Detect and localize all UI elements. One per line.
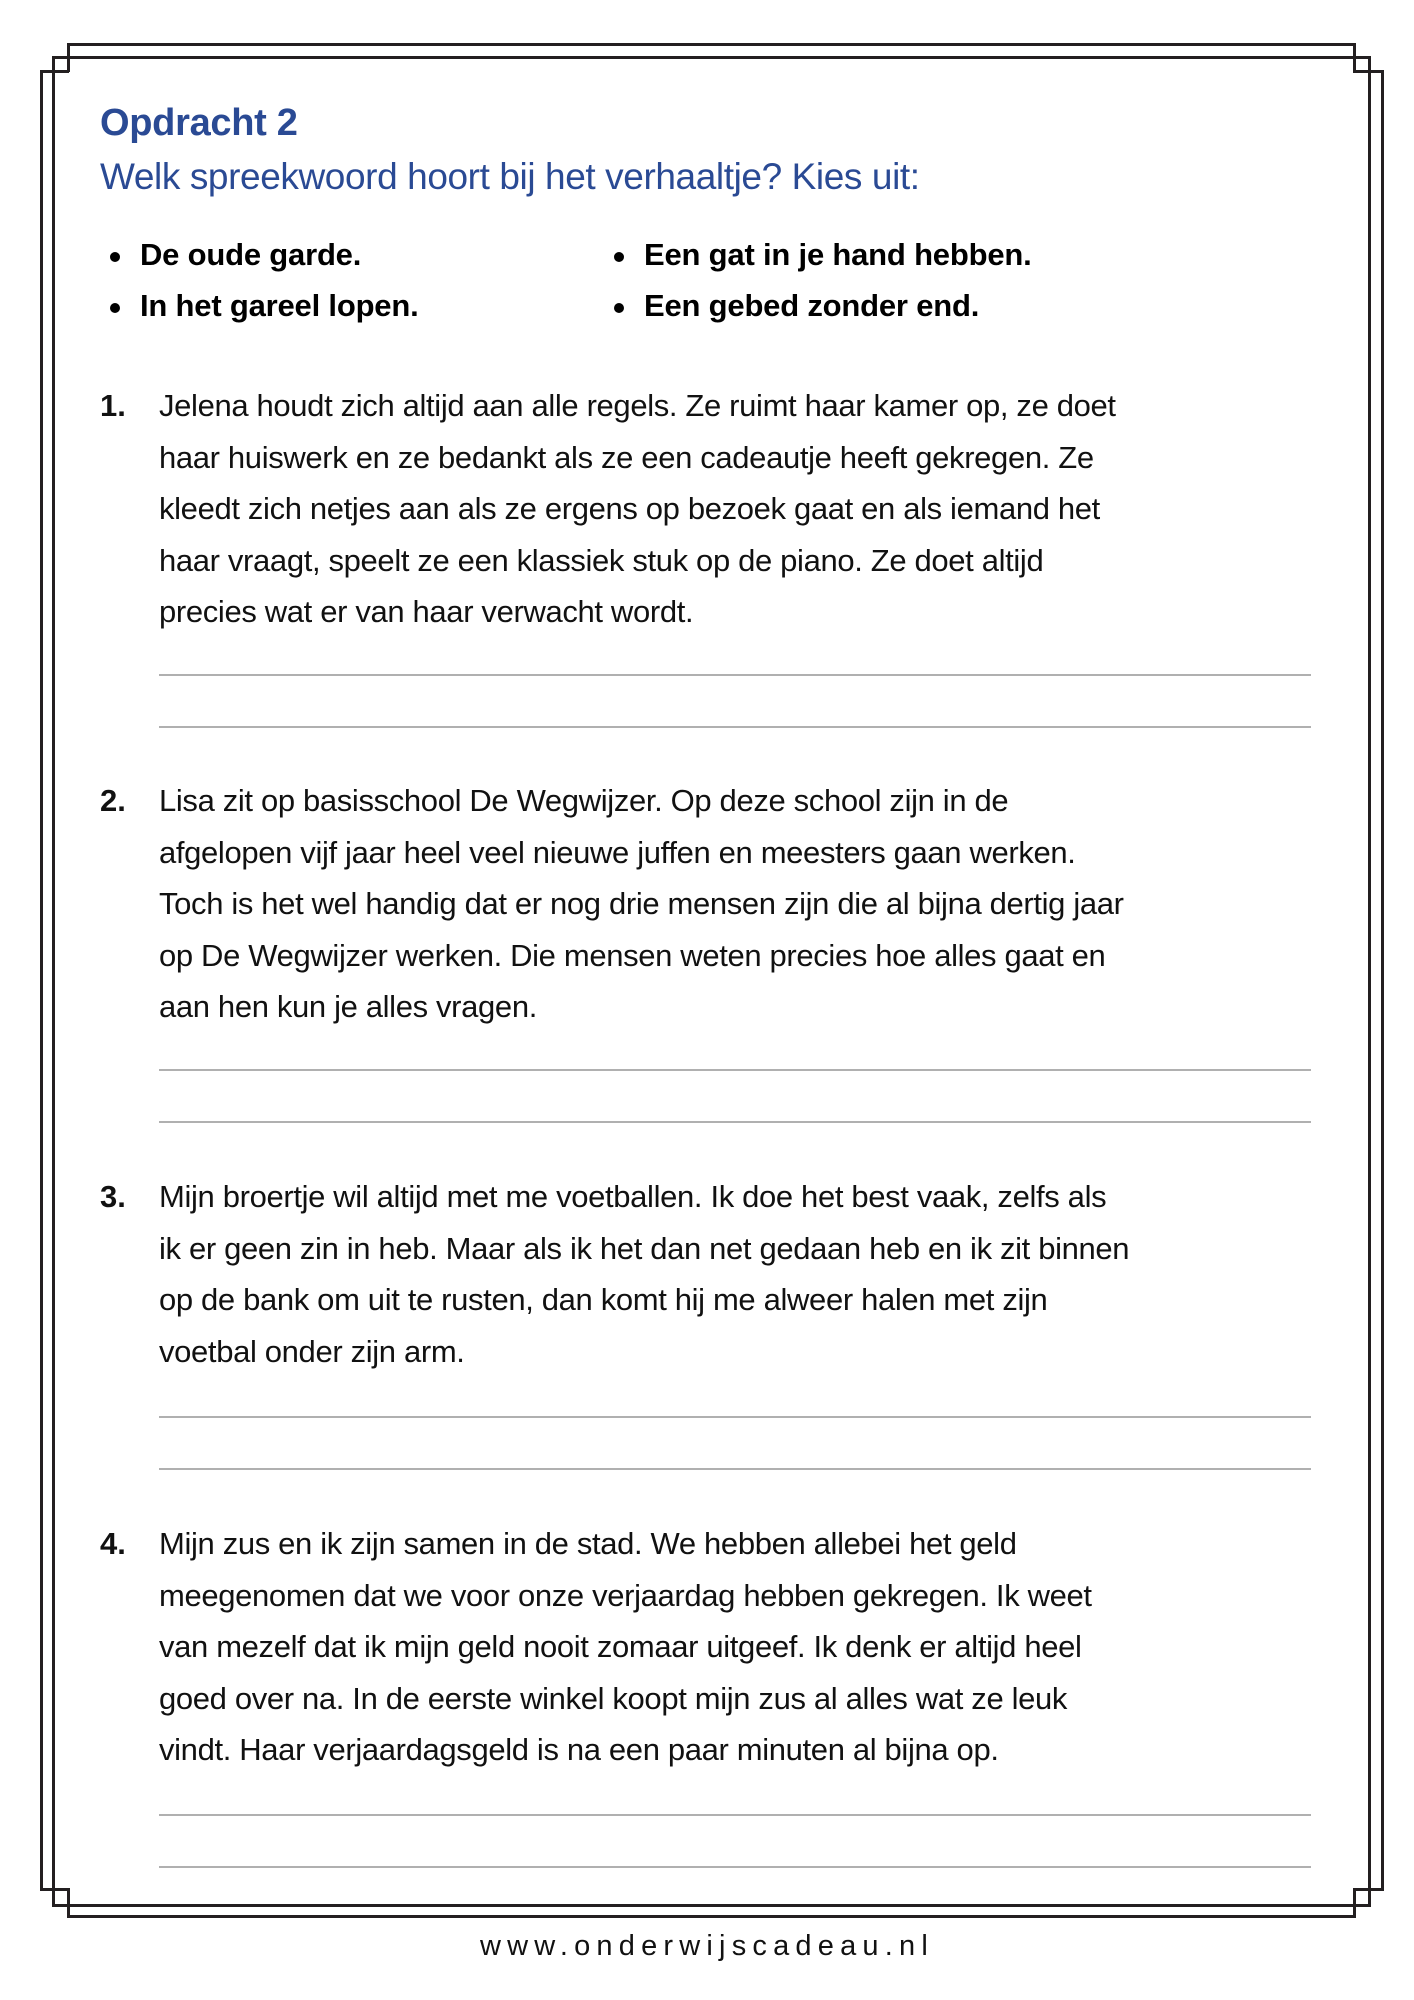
option-label: De oude garde.	[140, 237, 362, 272]
outer-frame-right-top-stub	[1353, 70, 1384, 73]
text-line: op De Wegwijzer werken. Die mensen weten precies hoe alles gaat en	[159, 937, 1106, 973]
text-line: haar vraagt, speelt ze een klassiek stuk op de piano. Ze doet altijd	[159, 542, 1044, 578]
bullet-icon	[614, 303, 624, 313]
outer-frame-top-right-notch	[1353, 43, 1356, 72]
outer-frame-top-left-notch	[67, 43, 70, 72]
answer-line[interactable]	[159, 1069, 1311, 1071]
text-line: van mezelf dat ik mijn geld nooit zomaar uitgeef. Ik denk er altijd heel	[159, 1629, 1082, 1664]
footer-website: www.onderwijscadeau.nl	[480, 1930, 934, 1962]
text-line: Lisa zit op basisschool De Wegwijzer. Op deze school zijn in de	[159, 783, 1009, 818]
text-line: ik er geen zin in heb. Maar als ik het dan net gedaan heb en ik zit binnen	[159, 1230, 1130, 1266]
text-line: voetbal onder zijn arm.	[159, 1333, 465, 1369]
text-line: precies wat er van haar verwacht wordt.	[159, 594, 694, 629]
outer-frame-left-top-stub	[40, 70, 69, 73]
question-number: 3.	[100, 1179, 126, 1214]
bullet-icon	[110, 252, 120, 262]
question-number: 1.	[100, 388, 126, 423]
answer-line[interactable]	[159, 1866, 1311, 1868]
answer-line[interactable]	[159, 1468, 1311, 1470]
question-number: 4.	[100, 1526, 126, 1561]
answer-line[interactable]	[159, 726, 1311, 728]
outer-frame-right-bottom-stub	[1353, 1888, 1384, 1891]
question-number: 2.	[100, 783, 126, 818]
text-line: afgelopen vijf jaar heel veel nieuwe juffen en meesters gaan werken.	[159, 834, 1076, 870]
bullet-icon	[614, 252, 624, 262]
text-line: kleedt zich netjes aan als ze ergens op bezoek gaat en als iemand het	[159, 491, 1100, 526]
option-label: Een gat in je hand hebben.	[644, 237, 1032, 272]
outer-frame-left-bottom-stub	[40, 1888, 69, 1891]
outer-frame-right	[1381, 70, 1384, 1891]
question-text	[159, 1518, 1092, 1776]
text-line: vindt. Haar verjaardagsgeld is na een paar minuten al bijna op.	[159, 1732, 999, 1767]
outer-frame-bottom-right-notch	[1353, 1888, 1356, 1918]
outer-frame-left	[40, 70, 43, 1891]
outer-frame-bottom	[67, 1915, 1356, 1918]
outer-frame-top	[67, 43, 1356, 46]
text-line: op de bank om uit te rusten, dan komt hij me alweer halen met zijn	[159, 1282, 1048, 1317]
text-line: Jelena houdt zich altijd aan alle regels. Ze ruimt haar kamer op, ze doet	[159, 388, 1116, 423]
option-label: In het gareel lopen.	[140, 288, 419, 323]
exercise-title: Opdracht 2	[100, 102, 298, 144]
bullet-icon	[110, 303, 120, 313]
text-line: Mijn broertje wil altijd met me voetballen. Ik doe het best vaak, zelfs als	[159, 1179, 1107, 1214]
text-line: meegenomen dat we voor onze verjaardag hebben gekregen. Ik weet	[159, 1577, 1092, 1613]
answer-line[interactable]	[159, 1121, 1311, 1123]
text-line: goed over na. In de eerste winkel koopt mijn zus al alles wat ze leuk	[159, 1680, 1068, 1716]
option-label: Een gebed zonder end.	[644, 288, 980, 323]
text-line: Mijn zus en ik zijn samen in de stad. We hebben allebei het geld	[159, 1526, 1017, 1561]
text-line: Toch is het wel handig dat er nog drie mensen zijn die al bijna dertig jaar	[159, 886, 1124, 921]
question-text	[159, 775, 1124, 1033]
outer-frame-bottom-left-notch	[67, 1888, 70, 1918]
answer-line[interactable]	[159, 1416, 1311, 1418]
text-line: aan hen kun je alles vragen.	[159, 989, 537, 1024]
text-line: haar huiswerk en ze bedankt als ze een cadeautje heeft gekregen. Ze	[159, 439, 1094, 475]
answer-line[interactable]	[159, 1814, 1311, 1816]
answer-line[interactable]	[159, 674, 1311, 676]
exercise-instruction: Welk spreekwoord hoort bij het verhaaltje? Kies uit:	[100, 156, 920, 197]
question-text	[159, 380, 1116, 638]
question-text	[159, 1171, 1129, 1377]
